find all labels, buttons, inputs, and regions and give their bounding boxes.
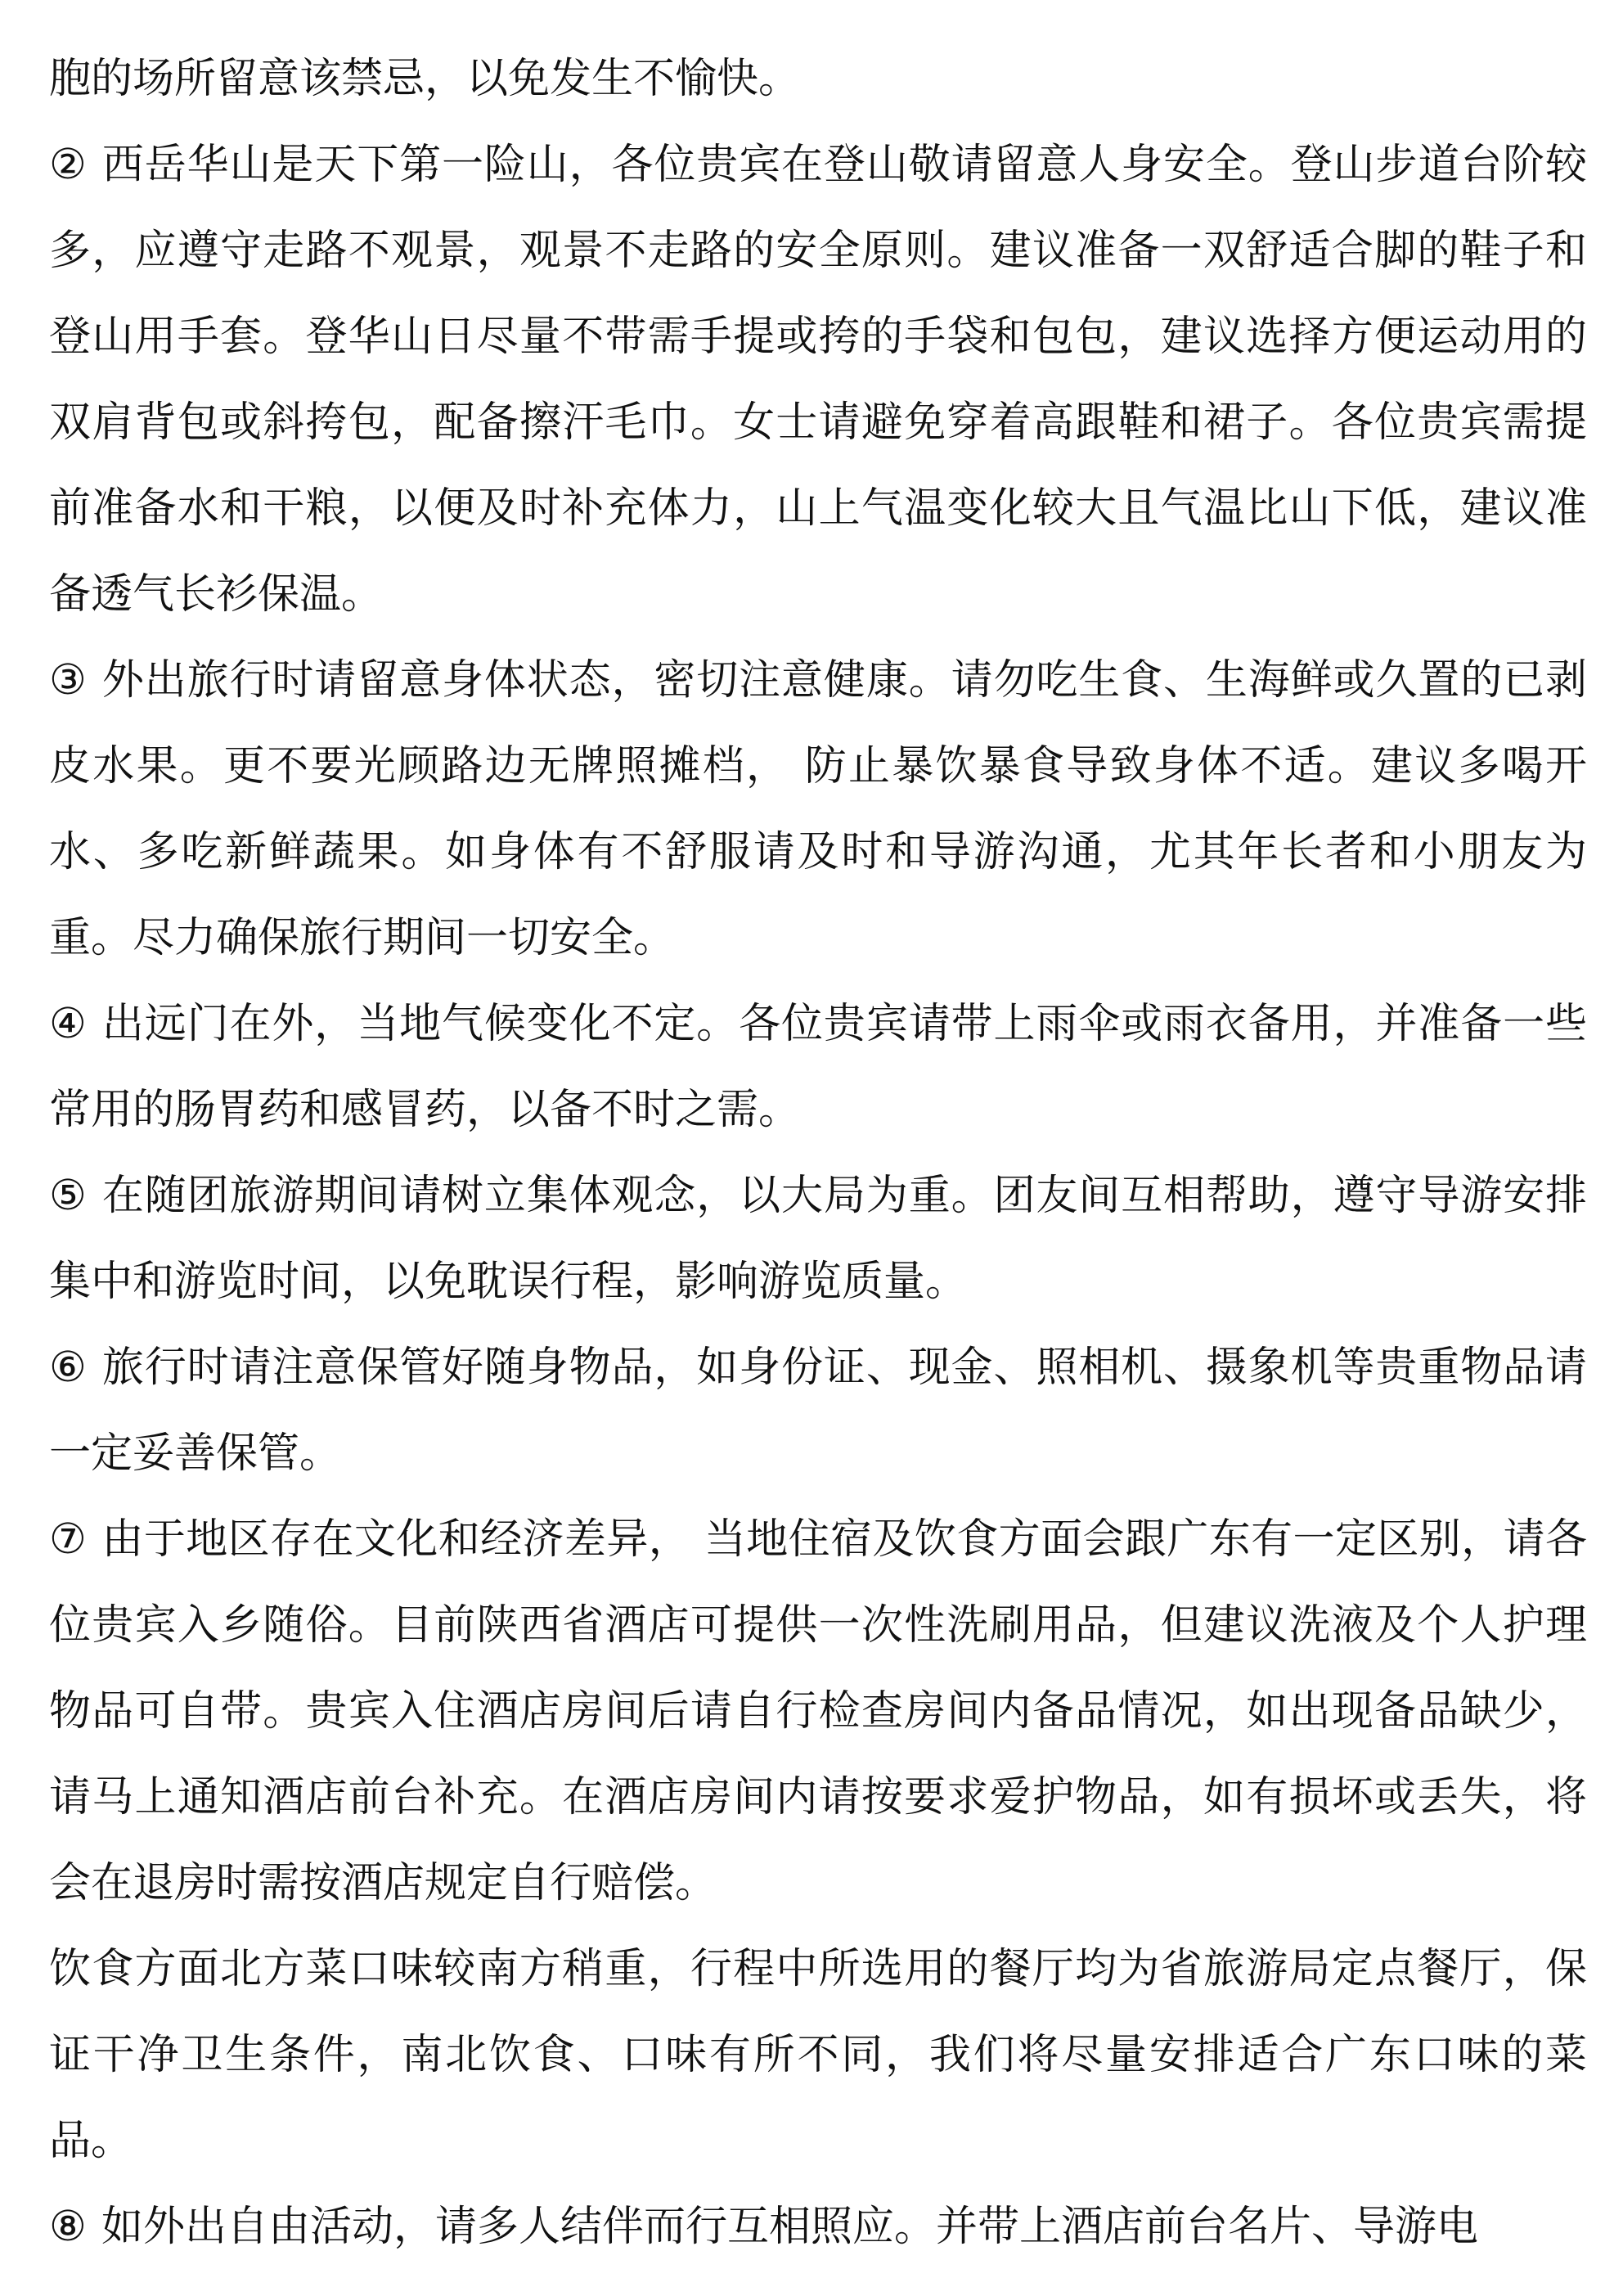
paragraph-text: 在随团旅游期间请树立集体观念，以大局为重。团友间互相帮助，遵守导游安排集中和游览时间，以免耽误行程，影响游览质量。 (49, 1172, 1587, 1306)
paragraph-item-5 (49, 1153, 1587, 1325)
item-number: ⑧ (49, 2203, 87, 2251)
paragraph-item-7 (49, 1497, 1587, 1926)
paragraph-text: 旅行时请注意保管好随身物品，如身份证、现金、照相机、摄象机等贵重物品请一定妥善保管。 (49, 1344, 1587, 1478)
paragraph-continuation (49, 36, 1587, 122)
item-number: ⑦ (49, 1515, 87, 1564)
paragraph-item-3 (49, 637, 1587, 981)
paragraph-text: 西岳华山是天下第一险山，各位贵宾在登山敬请留意人身安全。登山步道台阶较多，应遵守走路不观景，观景不走路的安全原则。建议准备一双舒适合脚的鞋子和登山用手套。登华山日尽量不带需手提或挎的手袋和包包，建议选择方便运动用的双肩背包或斜挎包，配备擦汗毛巾。女士请避免穿着高跟鞋和裙子。各位贵宾需提前准备水和干粮，以便及时补充体力，山上气温变化较大且气温比山下低，建议准备透气长衫保温。 (49, 141, 1587, 619)
item-number: ③ (49, 656, 87, 705)
paragraph-text: 胞的场所留意该禁忌，以免发生不愉快。 (49, 55, 801, 103)
item-number: ⑤ (49, 1172, 87, 1220)
paragraph-item-4 (49, 981, 1587, 1153)
paragraph-dining-note (49, 1926, 1587, 2184)
paragraph-item-8 (49, 2184, 1587, 2270)
paragraph-item-6 (49, 1325, 1587, 1497)
paragraph-text: 如外出自由活动，请多人结伴而行互相照应。并带上酒店前台名片、导游电 (101, 2203, 1479, 2251)
paragraph-text: 出远门在外，当地气候变化不定。各位贵宾请带上雨伞或雨衣备用，并准备一些常用的肠胃药和感冒药，以备不时之需。 (49, 1000, 1587, 1134)
paragraph-text: 由于地区存在文化和经济差异， 当地住宿及饮食方面会跟广东有一定区别，请各位贵宾入乡随俗。目前陕西省酒店可提供一次性洗刷用品，但建议洗液及个人护理物品可自带。贵宾入住酒店房间后请自行检查房间内备品情况，如出现备品缺少，请马上通知酒店前台补充。在酒店房间内请按要求爱护物品，如有损坏或丢失，将会在退房时需按酒店规定自行赔偿。 (49, 1515, 1587, 1907)
document-page (49, 36, 1587, 2270)
paragraph-text: 外出旅行时请留意身体状态，密切注意健康。请勿吃生食、生海鲜或久置的已剥皮水果。更不要光顾路边无牌照摊档， 防止暴饮暴食导致身体不适。建议多喝开水、多吃新鲜蔬果。如身体有不舒服请及时和导游沟通，尤其年长者和小朋友为重。尽力确保旅行期间一切安全。 (49, 656, 1587, 962)
item-number: ④ (49, 1000, 87, 1048)
item-number: ⑥ (49, 1344, 87, 1392)
paragraph-item-2 (49, 122, 1587, 637)
item-number: ② (49, 141, 87, 189)
paragraph-text: 饮食方面北方菜口味较南方稍重，行程中所选用的餐厅均为省旅游局定点餐厅，保证干净卫生条件，南北饮食、口味有所不同，我们将尽量安排适合广东口味的菜品。 (49, 1945, 1587, 2165)
